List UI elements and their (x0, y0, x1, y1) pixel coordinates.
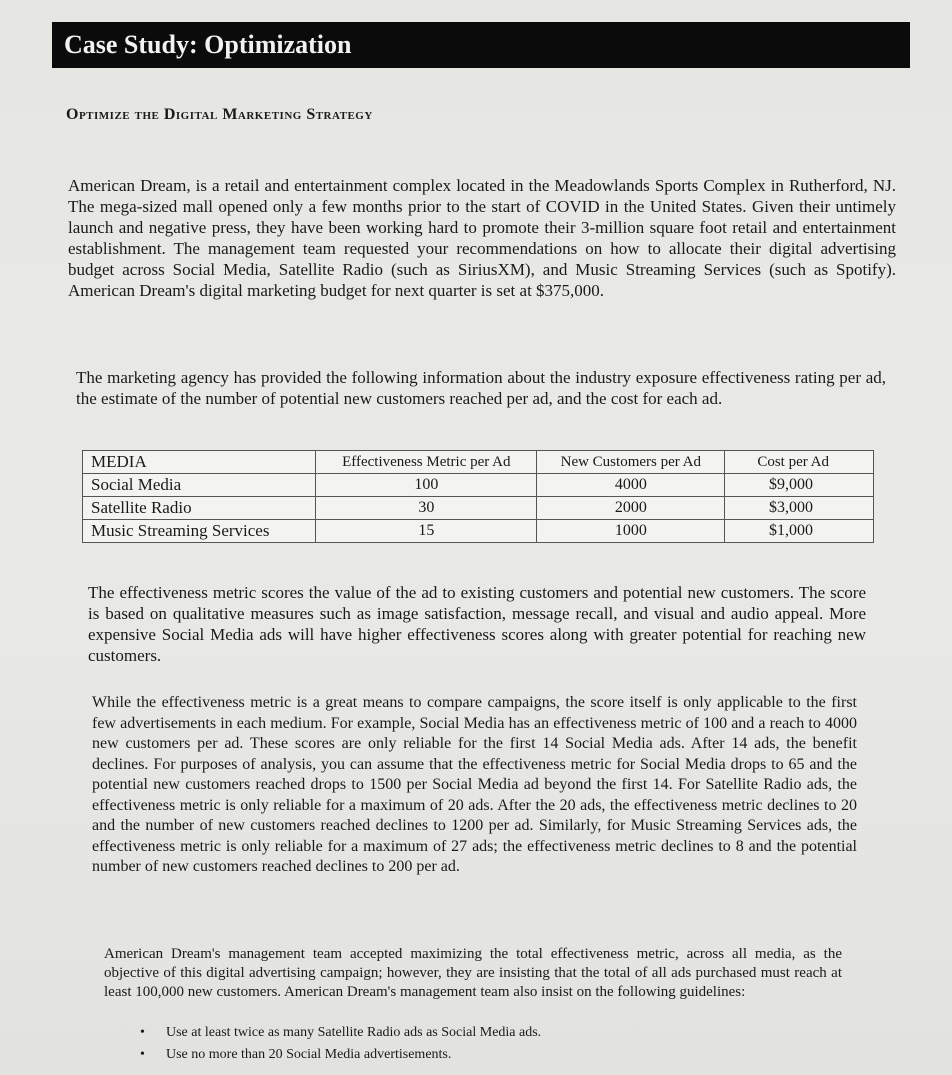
table-row (83, 520, 874, 543)
effectiveness-value: 15 (316, 520, 537, 543)
effectiveness-value: 100 (316, 474, 537, 497)
header-cost: Cost per Ad (725, 451, 874, 474)
cost-value: $9,000 (725, 474, 874, 497)
intro-paragraph: American Dream, is a retail and entertainment complex located in the Meadowlands Sports Complex in Rutherford, NJ. The mega-sized mall opened only a few months prior to the start of COVID in the United States. Given their untimely launch and negative press, they have been working hard to promote their 3-million square foot retail and entertainment establishment. The management team requested your recommendations on how to allocate their digital advertising budget across Social Media, Satellite Radio (such as SiriusXM), and Music Streaming Services (such as Spotify). American Dream's digital marketing budget for next quarter is set at $375,000. (68, 176, 896, 300)
table-row (83, 497, 874, 520)
table-header-row (83, 451, 874, 474)
header-media: MEDIA (83, 451, 316, 474)
media-name: Social Media (83, 474, 316, 497)
guideline-text: Use no more than 20 Social Media advertisements. (166, 1047, 452, 1062)
media-name: Satellite Radio (83, 497, 316, 520)
new-customers-value: 4000 (537, 474, 725, 497)
guidelines-list (130, 1022, 541, 1066)
table-row (83, 474, 874, 497)
limits-paragraph: While the effectiveness metric is a great means to compare campaigns, the score itself is only applicable to the first few advertisements in each medium. For example, Social Media has an effectiveness metric of 100 and a reach to 4000 new customers per ad. These scores are only reliable for the first 14 Social Media ads. After 14 ads, the benefit declines. For purposes of analysis, you can assume that the effectiveness metric for Social Media drops to 65 and the potential new customers reached drops to 1500 per Social Media ad beyond the first 14. For Satellite Radio ads, the effectiveness metric is only reliable for a maximum of 20 ads. After the 20 ads, the effectiveness metric declines to 20 and the number of new customers reached declines to 1200 per ad. Similarly, for Music Streaming Services ads, the effectiveness metric is only reliable for a maximum of 27 ads; the effectiveness metric declines to 8 and the potential number of new customers reached declines to 200 per ad. (92, 694, 857, 875)
header-new-customers: New Customers per Ad (537, 451, 725, 474)
bullet-icon: • (140, 1047, 145, 1062)
objective-paragraph: American Dream's management team accepted maximizing the total effectiveness metric, across all media, as the objective of this digital advertising campaign; however, they are insisting that the total of all ads purchased must reach at least 100,000 new customers. American Dream's management team also insist on the following guidelines: (104, 946, 842, 1000)
metric-paragraph: The effectiveness metric scores the value of the ad to existing customers and potential new customers. The score is based on qualitative measures such as image satisfaction, message recall, and visual and audio appeal. More expensive Social Media ads will have higher effectiveness scores along with greater potential for reaching new customers. (88, 583, 866, 665)
guideline-text: Use at least twice as many Satellite Radio ads as Social Media ads. (166, 1025, 542, 1040)
new-customers-value: 2000 (537, 497, 725, 520)
new-customers-value: 1000 (537, 520, 725, 543)
media-name: Music Streaming Services (83, 520, 316, 543)
bullet-icon: • (140, 1025, 145, 1040)
section-subtitle: Optimize the Digital Marketing Strategy (66, 106, 373, 123)
agency-paragraph: The marketing agency has provided the following information about the industry exposure effectiveness rating per ad, the estimate of the number of potential new customers reached per ad, and the cost for each ad. (76, 368, 886, 408)
header-effectiveness: Effectiveness Metric per Ad (316, 451, 537, 474)
list-item (130, 1044, 541, 1066)
cost-value: $3,000 (725, 497, 874, 520)
effectiveness-value: 30 (316, 497, 537, 520)
media-table (82, 450, 874, 543)
case-study-title: Case Study: Optimization (52, 22, 910, 68)
list-item (130, 1022, 541, 1044)
cost-value: $1,000 (725, 520, 874, 543)
